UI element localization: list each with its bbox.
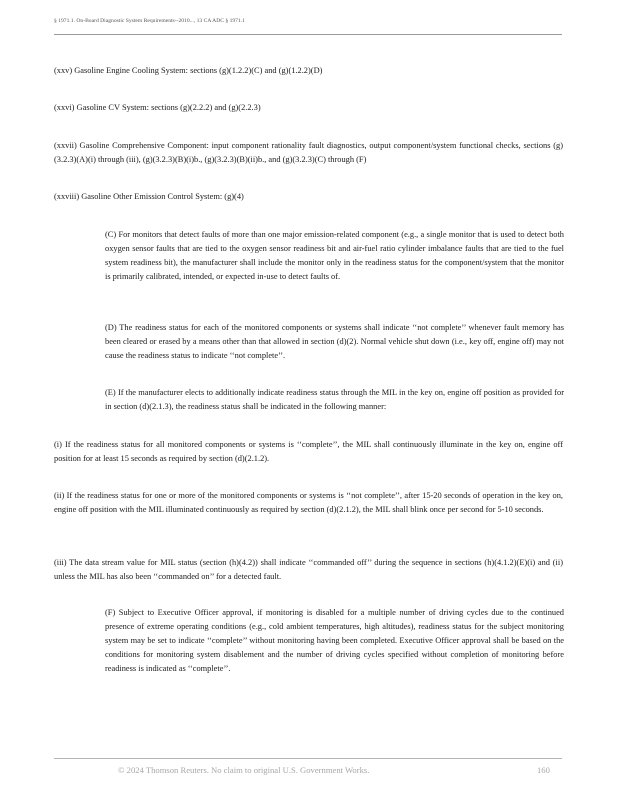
paragraph-e: (E) If the manufacturer elects to additionally indicate readiness status through the MIL in the key on, engine off position as provided for in section (d)(2.1.3), the readiness status shall be indicated in the following manner: — [105, 388, 564, 411]
item-xxv: (xxv) Gasoline Engine Cooling System: sections (g)(1.2.2)(C) and (g)(1.2.2)(D) — [54, 66, 323, 75]
paragraph-c: (C) For monitors that detect faults of more than one major emission-related component (e.g., a single monitor that is used to detect both oxygen sensor faults that are tied to the oxygen sensor readiness bit and air-fuel ratio cylinder imbalance faults that are tied to the fuel system readiness bit), the manufacturer shall include the monitor only in the readiness status for the component/system that the monitor is primarily calibrated, intended, or expected in-use to detect faults of. — [105, 230, 564, 281]
item-e-i: (i) If the readiness status for all monitored components or systems is ‘‘complete’’, the MIL shall continuously illuminate in the key on, engine off position for at least 15 seconds as required by section (d)(2.1.2). — [54, 440, 563, 463]
item-xxviii: (xxviii) Gasoline Other Emission Control System: (g)(4) — [54, 192, 244, 201]
page-number: 160 — [537, 765, 550, 775]
item-xxvi: (xxvi) Gasoline CV System: sections (g)(2.2.2) and (g)(2.2.3) — [54, 103, 261, 112]
copyright-notice: © 2024 Thomson Reuters. No claim to original U.S. Government Works. — [118, 765, 370, 775]
paragraph-f: (F) Subject to Executive Officer approval, if monitoring is disabled for a multiple number of driving cycles due to the continued presence of extreme operating conditions (e.g., cold ambient temperatures, high altitudes), readiness status for the subject monitoring system may be set to indicate ‘‘complete’’ without monitoring having been completed. Executive Officer approval shall be based on the conditions for monitoring system disablement and the number of driving cycles specified without completion of monitoring before readiness is indicated as ‘‘complete’’. — [105, 608, 564, 673]
footer-divider — [54, 758, 562, 759]
running-head: § 1971.1. On-Board Diagnostic System Requirements--2010..., 13 CA ADC § 1971.1 — [54, 18, 245, 24]
item-xxvii: (xxvii) Gasoline Comprehensive Component: input component rationality fault diagnostics, output component/system functional checks, sections (g)(3.2.3)(A)(i) through (iii), (g)(3.2.3)(B)(i)b., (g)(3.2.3)(B)(ii)b., and (g)(3.2.3)(C) through (F) — [54, 141, 563, 164]
item-e-ii: (ii) If the readiness status for one or more of the monitored components or systems is ‘‘not complete’’, after 15-20 seconds of operation in the key on, engine off position with the MIL illuminated continuously as required by section (d)(2.1.2), the MIL shall blink once per second for 5-10 seconds. — [54, 491, 563, 514]
item-e-iii: (iii) The data stream value for MIL status (section (h)(4.2)) shall indicate ‘‘commanded off’’ during the sequence in sections (h)(4.1.2)(E)(i) and (ii) unless the MIL has also been ‘‘commanded on’’ for a detected fault. — [54, 558, 563, 581]
paragraph-d: (D) The readiness status for each of the monitored components or systems shall indicate ‘‘not complete’’ whenever fault memory has been cleared or erased by a means other than that allowed in section (d)(2). Normal vehicle shut down (i.e., key off, engine off) may not cause the readiness status to indicate ‘‘not complete’’. — [105, 323, 564, 360]
header-divider — [54, 34, 562, 35]
